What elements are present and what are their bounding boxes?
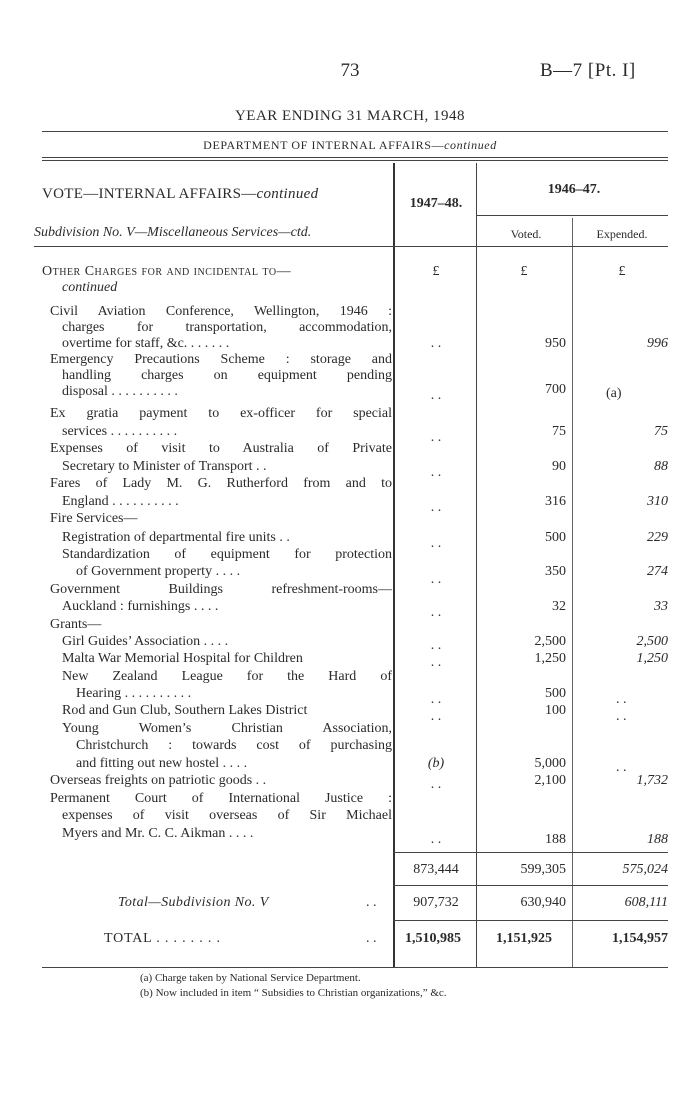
row-description: services . . . . . . . . . . (62, 424, 178, 439)
rule-top (42, 131, 668, 132)
cell-1947-48: (b) (427, 756, 445, 771)
row-description: and fitting out new hostel . . . . (76, 756, 248, 771)
row-description: continued (62, 280, 118, 295)
cell-1947-48: . . (430, 572, 442, 587)
row-description: Girl Guides’ Association . . . . (62, 634, 229, 649)
department-continued: continued (444, 138, 497, 152)
cell-1947-48: . . (430, 655, 442, 670)
department-name: DEPARTMENT OF INTERNAL AFFAIRS— (203, 138, 445, 152)
row-description: overtime for staff, &c. . . . . . . (62, 336, 230, 351)
cell-voted: 950 (545, 336, 566, 351)
footnote-b: (b) Now included in item “ Subsidies to Christian organizations,” &c. (140, 987, 447, 999)
cell-expended: 188 (647, 832, 668, 847)
cell-expended: 1,732 (636, 773, 668, 788)
row-description: disposal . . . . . . . . . . (62, 384, 178, 399)
grand-total-expended: 1,154,957 (612, 931, 668, 946)
rule-table-top (42, 160, 668, 161)
row-description: New Zealand League for the Hard of (62, 669, 392, 684)
row-description: Emergency Precautions Scheme : storage and (50, 352, 392, 367)
cell-expended: 1,250 (636, 651, 668, 666)
rule-subtotal-bottom (393, 885, 668, 886)
row-description: charges for transportation, accommodation, (62, 320, 392, 335)
column-header-1946-47: 1946–47. (547, 182, 601, 197)
total-subdivision-voted: 630,940 (520, 895, 566, 910)
row-description: Expenses of visit to Australia of Private (50, 441, 392, 456)
rule-header-bottom (34, 246, 668, 247)
department-title (0, 138, 700, 153)
cell-1947-48: . . (430, 388, 442, 403)
row-description: Permanent Court of International Justice : (50, 791, 392, 806)
row-description: England . . . . . . . . . . (62, 494, 179, 509)
total-subdivision-label: Total—Subdivision No. V (118, 895, 269, 910)
page-number: 73 (340, 60, 360, 81)
cell-voted: 1,250 (534, 651, 566, 666)
cell-voted: 500 (545, 530, 566, 545)
cell-voted: 188 (545, 832, 566, 847)
cell-1947-48: . . (430, 500, 442, 515)
row-description: Ex gratia payment to ex-officer for special (50, 406, 392, 421)
row-description: Hearing . . . . . . . . . . (76, 686, 192, 701)
row-description: Fares of Lady M. G. Rutherford from and to (50, 476, 392, 491)
column-header-voted: Voted. (510, 227, 542, 241)
rule-total-top (393, 920, 668, 921)
cell-expended: 2,500 (636, 634, 668, 649)
row-description: Fire Services— (50, 511, 138, 526)
cell-voted: 2,500 (534, 634, 566, 649)
vote-heading-text: VOTE—INTERNAL AFFAIRS— (42, 186, 257, 202)
grand-total-label: TOTAL . . . . . . . . (104, 931, 221, 946)
cell-expended: . . (616, 709, 627, 724)
cell-1947-48: . . (430, 605, 442, 620)
footnote-a: (a) Charge taken by National Service Department. (140, 972, 361, 984)
cell-voted: 32 (552, 599, 566, 614)
row-description: Government Buildings refreshment-rooms— (50, 582, 392, 597)
cell-voted: 90 (552, 459, 566, 474)
cell-voted: 100 (545, 703, 566, 718)
cell-voted: 75 (552, 424, 566, 439)
row-description: Auckland : furnishings . . . . (62, 599, 219, 614)
cell-1947-48: . . (430, 777, 442, 792)
cell-expended: 310 (647, 494, 668, 509)
cell-expended: 996 (647, 336, 668, 351)
row-description: Young Women’s Christian Association, (62, 721, 392, 736)
cell-expended: 33 (654, 599, 668, 614)
column-header-1947-48: 1947–48. (409, 196, 463, 211)
cell-expended: . . (616, 760, 627, 775)
vote-heading (42, 186, 318, 203)
subtotal-expended: 575,024 (622, 862, 668, 877)
cell-voted: 2,100 (534, 773, 566, 788)
row-description: Grants— (50, 617, 102, 632)
grand-total-voted: 1,151,925 (496, 931, 552, 946)
rule-table-bottom (42, 967, 668, 968)
cell-1947-48: £ (432, 264, 440, 279)
cell-1947-48: . . (430, 430, 442, 445)
year-title: YEAR ENDING 31 MARCH, 1948 (234, 108, 466, 124)
row-description: Christchurch : towards cost of purchasing (76, 738, 392, 753)
column-rule-2 (476, 163, 477, 968)
row-description: Myers and Mr. C. C. Aikman . . . . (62, 826, 254, 841)
cell-expended: 88 (654, 459, 668, 474)
subtotal-voted: 599,305 (520, 862, 566, 877)
row-description: expenses of visit overseas of Sir Michael (62, 808, 392, 823)
cell-expended: (a) (606, 386, 622, 401)
cell-expended: 75 (654, 424, 668, 439)
row-description: Malta War Memorial Hospital for Children (62, 651, 303, 666)
total-subdivision-1947-48: 907,732 (413, 895, 459, 910)
cell-1947-48: . . (430, 336, 442, 351)
rule-subtotal-top (393, 852, 668, 853)
grand-total-1947-48: 1,510,985 (405, 931, 461, 946)
total-subdivision-expended: 608,111 (624, 895, 668, 910)
row-description: Standardization of equipment for protection (62, 547, 392, 562)
row-description: of Government property . . . . (76, 564, 241, 579)
cell-voted: 316 (545, 494, 566, 509)
cell-expended: £ (618, 264, 626, 279)
row-description: Other Charges for and incidental to— (42, 264, 292, 279)
rule-header-year (476, 215, 668, 216)
cell-1947-48: . . (430, 832, 442, 847)
cell-1947-48: . . (430, 709, 442, 724)
cell-voted: £ (520, 264, 528, 279)
cell-voted: 5,000 (534, 756, 566, 771)
cell-voted: 350 (545, 564, 566, 579)
grand-total-leader: . . (366, 931, 377, 946)
cell-1947-48: . . (430, 692, 442, 707)
document-reference: B—7 [Pt. I] (540, 60, 636, 81)
column-rule-3 (572, 218, 573, 968)
row-description: Overseas freights on patriotic goods . . (50, 773, 267, 788)
column-header-expended: Expended. (596, 227, 648, 241)
cell-expended: 274 (647, 564, 668, 579)
subtotal-1947-48: 873,444 (413, 862, 459, 877)
vote-heading-continued: continued (256, 186, 319, 202)
rule-department (42, 157, 668, 158)
cell-expended: 229 (647, 530, 668, 545)
cell-1947-48: . . (430, 465, 442, 480)
cell-expended: . . (616, 692, 627, 707)
cell-voted: 500 (545, 686, 566, 701)
row-description: Rod and Gun Club, Southern Lakes District (62, 703, 308, 718)
row-description: handling charges on equipment pending (62, 368, 392, 383)
subdivision-heading: Subdivision No. V—Miscellaneous Services—ctd. (34, 225, 312, 240)
cell-1947-48: . . (430, 638, 442, 653)
total-subdivision-leader: . . (366, 895, 377, 910)
row-description: Registration of departmental fire units . . (62, 530, 290, 545)
row-description: Civil Aviation Conference, Wellington, 1946 : (50, 304, 392, 319)
cell-voted: 700 (545, 382, 566, 397)
cell-1947-48: . . (430, 536, 442, 551)
row-description: Secretary to Minister of Transport . . (62, 459, 267, 474)
